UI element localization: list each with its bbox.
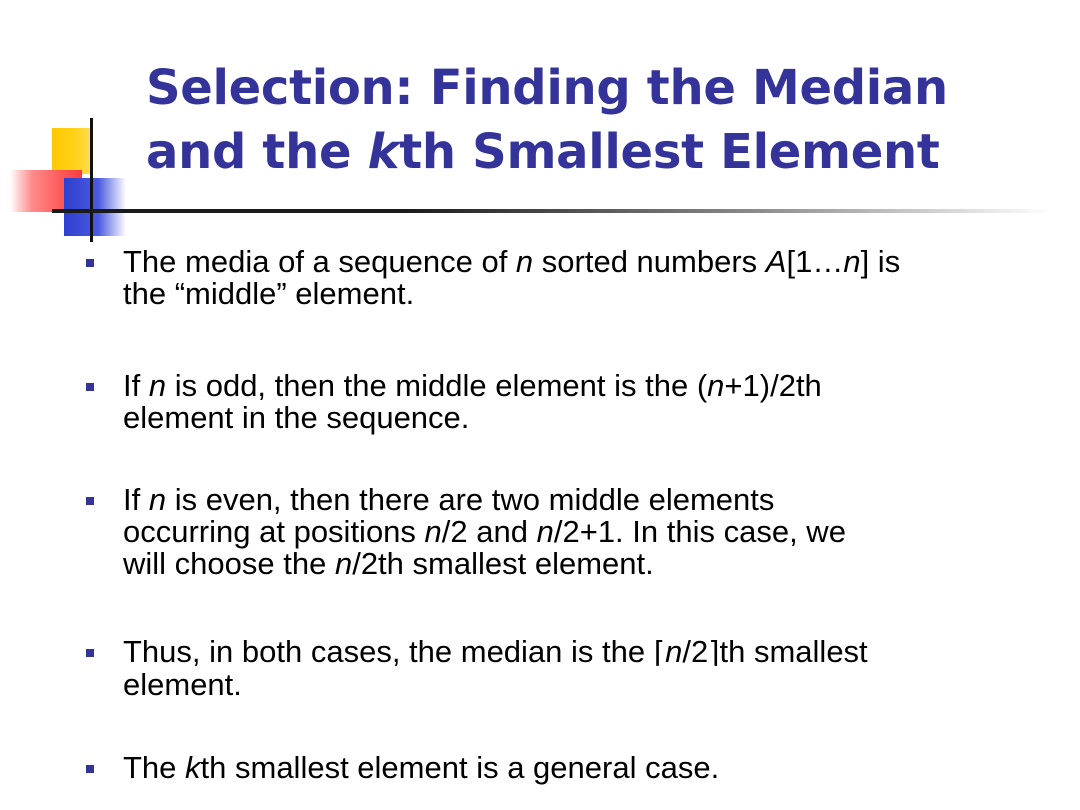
bullet-text: /2: [682, 634, 709, 669]
bullet-text: [1…: [786, 244, 844, 279]
bullet-text: If: [123, 368, 149, 403]
bullet-line: element.: [123, 667, 242, 702]
bullet-line: [123, 484, 1043, 516]
bullet-line: [123, 370, 1043, 402]
bullet-text: th smallest: [719, 634, 868, 669]
title-underline: [52, 209, 1052, 213]
bullet-text: is odd, then the middle element is the (: [166, 368, 708, 403]
bullet-text: occurring at positions: [123, 514, 425, 549]
title-line-2: [146, 120, 1066, 184]
bullet-text: is even, then there are two middle elements: [166, 482, 775, 517]
math-variable-n: n: [148, 482, 167, 517]
bullet-item-kth-general: [123, 752, 1043, 784]
bullet-text: /2+1. In this case, we: [553, 514, 846, 549]
slide-title: [146, 56, 1066, 184]
bullet-item-odd-case: [123, 370, 1043, 434]
bullet-line: [123, 752, 1043, 784]
math-variable-n: n: [334, 546, 353, 581]
bullet-text: If: [123, 482, 149, 517]
bullet-text: will choose the: [123, 546, 335, 581]
bullet-text: Thus, in both cases, the median is the: [123, 634, 654, 669]
bullet-text: The media of a sequence of: [123, 244, 516, 279]
bullet-marker: [86, 649, 94, 657]
bullet-marker: [86, 497, 94, 505]
bullet-line: [123, 636, 1043, 669]
math-variable-n: n: [665, 634, 683, 669]
vertical-line-decoration: [90, 118, 93, 242]
bullet-text: /2th smallest element.: [352, 546, 654, 581]
title-variable-k: k: [367, 124, 400, 180]
bullet-item-median-ceil: [123, 636, 1043, 701]
bullet-line: [123, 246, 1043, 278]
bullet-marker: [86, 765, 94, 773]
math-variable-n: n: [843, 244, 861, 279]
math-variable-n: n: [148, 368, 167, 403]
math-variable-n: n: [515, 244, 534, 279]
bullet-line: element in the sequence.: [123, 400, 470, 435]
bullet-line: [123, 516, 1043, 548]
math-variable-k: k: [185, 750, 201, 785]
bullet-text: th smallest element is a general case.: [200, 750, 720, 785]
math-variable-n: n: [536, 514, 554, 549]
bullet-item-even-case: [123, 484, 1043, 580]
bullet-text: ] is: [860, 244, 901, 279]
math-variable-n: n: [424, 514, 442, 549]
bullet-text: +1)/2th: [724, 368, 822, 403]
bullet-item-median-definition: [123, 246, 1043, 310]
bullet-line: [123, 548, 1043, 580]
bullet-line: the “middle” element.: [123, 276, 415, 311]
title-text: and the: [146, 124, 368, 180]
bullet-text: sorted numbers: [533, 244, 766, 279]
left-ceiling-symbol: ⌈: [653, 637, 666, 669]
bullet-text: The: [123, 750, 186, 785]
yellow-square-decoration: [52, 128, 92, 174]
bullet-marker: [86, 383, 94, 391]
right-ceiling-symbol: ⌉: [708, 637, 720, 669]
bullet-text: /2 and: [441, 514, 537, 549]
math-variable-n: n: [707, 368, 725, 403]
blue-square-decoration: [64, 178, 126, 236]
title-text: th Smallest Element: [399, 124, 940, 180]
title-line-1: Selection: Finding the Median: [146, 60, 948, 116]
bullet-marker: [86, 259, 94, 267]
math-variable-A: A: [765, 244, 787, 279]
